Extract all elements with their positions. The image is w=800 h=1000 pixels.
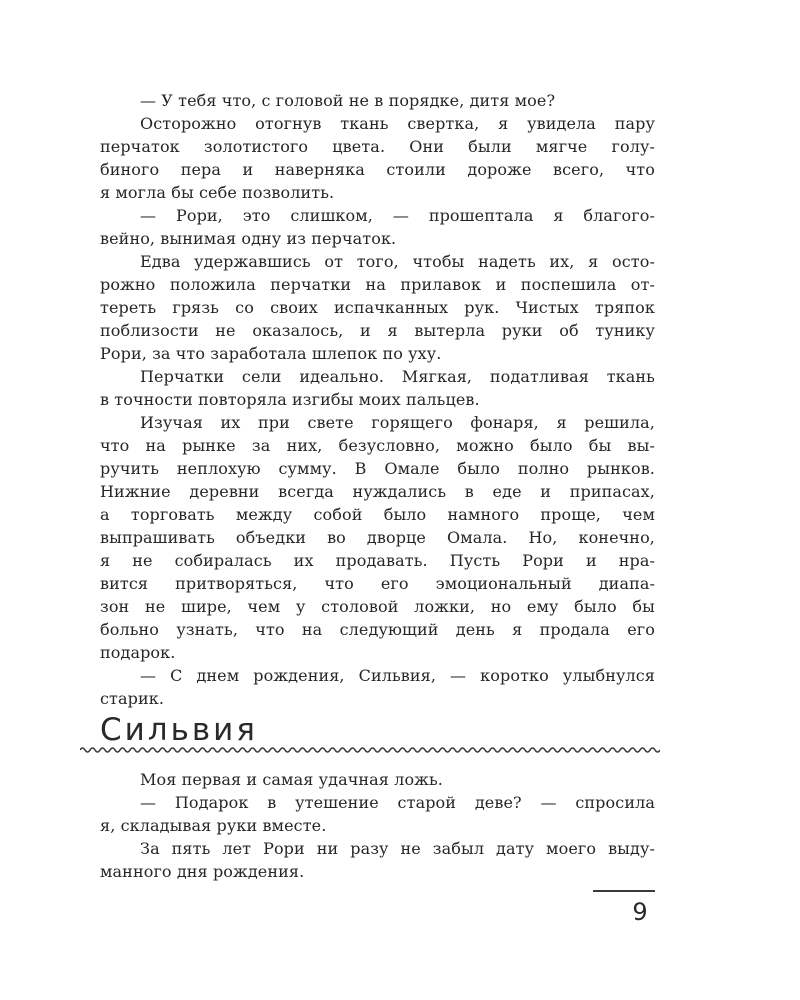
text-line: вейно, вынимая одну из перчаток. [100, 229, 397, 248]
text-line: манного дня рождения. [100, 862, 305, 881]
text-line: а торговать между собой было намного проще, чем [100, 505, 655, 524]
text-line: — Рори, это слишком, — прошептала я благого- [140, 206, 655, 225]
text-line: подарок. [100, 643, 176, 662]
text-line: биного пера и наверняка стоили дороже всего, что [100, 160, 655, 179]
page-number-rule [593, 890, 655, 892]
text-line: тереть грязь со своих испачканных рук. Чистых тряпок [100, 298, 655, 317]
text-line: я, складывая руки вместе. [100, 816, 327, 835]
text-line: зон не шире, чем у столовой ложки, но ему было бы [100, 597, 655, 616]
text-line: Моя первая и самая удачная ложь. [140, 770, 443, 789]
text-line: перчаток золотистого цвета. Они были мягче голу- [100, 137, 655, 156]
text-line: рожно положила перчатки на прилавок и поспешила от- [100, 275, 655, 294]
text-line: я могла бы себе позволить. [100, 183, 335, 202]
text-line: Нижние деревни всегда нуждались в еде и припасах, [100, 482, 655, 501]
text-line: я не собиралась их продавать. Пусть Рори и нра- [100, 551, 655, 570]
text-line: ручить неплохую сумму. В Омале было полно рынков. [100, 459, 655, 478]
text-line: вится притворяться, что его эмоциональный диапа- [100, 574, 655, 593]
wavy-divider [80, 744, 660, 756]
text-line: Рори, за что заработала шлепок по уху. [100, 344, 442, 363]
text-line: что на рынке за них, безусловно, можно было бы вы- [100, 436, 655, 455]
text-line: Едва удержавшись от того, чтобы надеть их, я осто- [140, 252, 655, 271]
text-line: — У тебя что, с головой не в порядке, дитя мое? [140, 91, 556, 110]
page-number: 9 [632, 898, 648, 926]
text-line: в точности повторяла изгибы моих пальцев. [100, 390, 480, 409]
text-line: — С днем рождения, Сильвия, — коротко улыбнулся [140, 666, 655, 685]
text-line: больно узнать, что на следующий день я продала его [100, 620, 655, 639]
text-line: За пять лет Рори ни разу не забыл дату моего выду- [140, 839, 655, 858]
text-line: выпрашивать объедки во дворце Омала. Но, конечно, [100, 528, 655, 547]
text-line: Изучая их при свете горящего фонаря, я решила, [140, 413, 655, 432]
text-line: Перчатки сели идеально. Мягкая, податливая ткань [140, 367, 655, 386]
chapter-heading: Сильвия [100, 712, 258, 748]
text-line: поблизости не оказалось, и я вытерла руки об тунику [100, 321, 655, 340]
text-line: старик. [100, 689, 165, 708]
text-line: — Подарок в утешение старой деве? — спросила [140, 793, 655, 812]
text-line: Осторожно отогнув ткань свертка, я увидела пару [140, 114, 655, 133]
